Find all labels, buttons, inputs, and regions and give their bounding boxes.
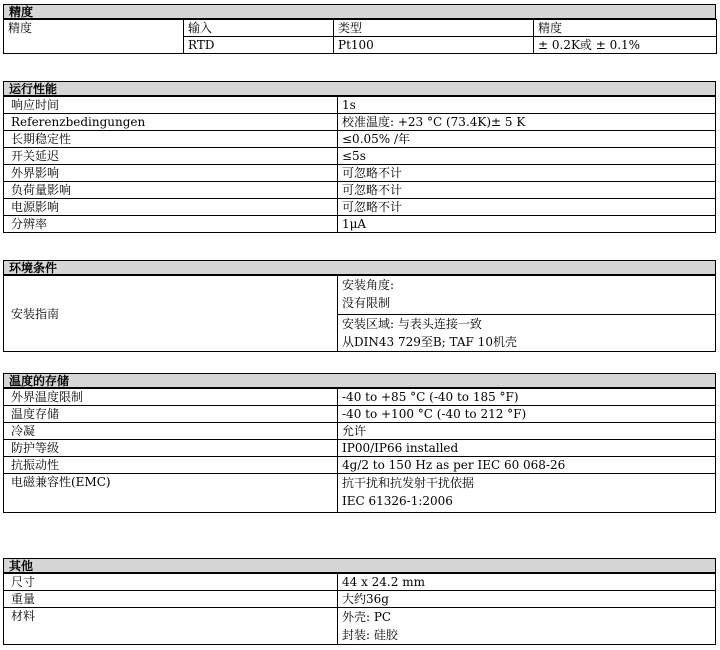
row-value: ≤0.05% /年 [338, 131, 716, 148]
row-value: ≤5s [338, 148, 716, 165]
precision-val-accuracy: ± 0.2K或 ± 0.1% [534, 37, 717, 54]
table-row [4, 389, 716, 406]
row-label: 抗振动性 [4, 457, 338, 474]
material-cell [338, 608, 716, 645]
row-label: 外界影响 [4, 165, 338, 182]
table-row [4, 165, 716, 182]
table-row [4, 216, 716, 233]
row-value: 4g/2 to 150 Hz as per IEC 60 068-26 [338, 457, 716, 474]
emc-label: 电磁兼容性(EMC) [4, 474, 338, 513]
row-label: 尺寸 [4, 574, 338, 591]
row-label: 负荷量影响 [4, 182, 338, 199]
install-guide-label: 安装指南 [4, 276, 338, 352]
row-value: 可忽略不计 [338, 165, 716, 182]
other-table [3, 573, 716, 645]
row-value: 1s [338, 97, 716, 114]
install-angle-line2: 没有限制 [342, 296, 391, 310]
table-row [4, 406, 716, 423]
environment-table [3, 275, 716, 352]
material-line1: 外壳: PC [342, 610, 392, 624]
row-label: 外界温度限制 [4, 389, 338, 406]
row-label: 长期稳定性 [4, 131, 338, 148]
table-row [4, 199, 716, 216]
row-label: 防护等级 [4, 440, 338, 457]
row-value: 大约36g [338, 591, 716, 608]
precision-col-input: 输入 [184, 20, 334, 37]
table-row [4, 591, 716, 608]
row-label: 温度存储 [4, 406, 338, 423]
row-value: IP00/IP66 installed [338, 440, 716, 457]
material-line2: 封装: 硅胶 [342, 628, 398, 642]
performance-header: 运行性能 [3, 81, 716, 96]
storage-section [3, 373, 716, 513]
row-label: 电源影响 [4, 199, 338, 216]
install-area-cell [338, 315, 716, 352]
install-area-line1: 安装区域: 与表头连接一致 [342, 317, 482, 331]
precision-section [3, 4, 716, 54]
other-header: 其他 [3, 558, 716, 573]
precision-header: 精度 [3, 4, 716, 19]
row-label: 冷凝 [4, 423, 338, 440]
row-value: 44 x 24.2 mm [338, 574, 716, 591]
other-section [3, 558, 716, 645]
row-value: -40 to +100 °C (-40 to 212 °F) [338, 406, 716, 423]
storage-table [3, 388, 716, 513]
table-row [4, 423, 716, 440]
precision-table [3, 19, 717, 54]
emc-cell [338, 474, 716, 513]
table-row [4, 182, 716, 199]
install-angle-line1: 安装角度: [342, 278, 395, 292]
precision-col-accuracy: 精度 [534, 20, 717, 37]
environment-section [3, 260, 716, 352]
install-angle-cell [338, 276, 716, 315]
precision-val-type: Pt100 [334, 37, 534, 54]
install-area-line2: 从DIN43 729至B; TAF 10机壳 [342, 335, 517, 349]
row-label: 重量 [4, 591, 338, 608]
row-value: 可忽略不计 [338, 182, 716, 199]
table-row [4, 131, 716, 148]
table-row [4, 457, 716, 474]
table-row [4, 148, 716, 165]
row-value: 校准温度: +23 °C (73.4K)± 5 K [338, 114, 716, 131]
performance-table [3, 96, 716, 233]
performance-section [3, 81, 716, 233]
table-row [4, 114, 716, 131]
emc-line1: 抗干扰和抗发射干扰依据 [342, 476, 475, 490]
environment-header: 环境条件 [3, 260, 716, 275]
row-value: 可忽略不计 [338, 199, 716, 216]
row-label: Referenzbedingungen [4, 114, 338, 131]
row-label: 分辨率 [4, 216, 338, 233]
row-value: -40 to +85 °C (-40 to 185 °F) [338, 389, 716, 406]
emc-line2: IEC 61326-1:2006 [342, 494, 453, 508]
precision-col-type: 类型 [334, 20, 534, 37]
table-row [4, 574, 716, 591]
row-label: 响应时间 [4, 97, 338, 114]
table-row [4, 97, 716, 114]
material-label: 材料 [4, 608, 338, 645]
table-row [4, 440, 716, 457]
row-value: 允许 [338, 423, 716, 440]
row-label: 开关延迟 [4, 148, 338, 165]
storage-header: 温度的存储 [3, 373, 716, 388]
precision-row-label: 精度 [4, 20, 184, 54]
precision-val-input: RTD [184, 37, 334, 54]
row-value: 1μA [338, 216, 716, 233]
